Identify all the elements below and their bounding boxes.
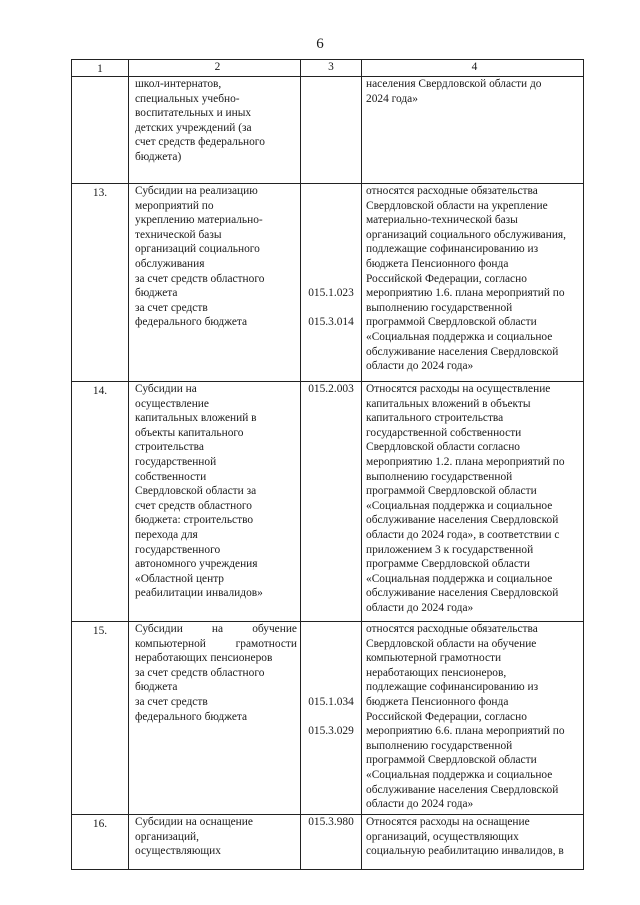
page-number: 6 <box>316 36 324 52</box>
column-header-1: 1 <box>72 60 129 77</box>
table-row <box>72 382 584 622</box>
row-basis: населения Свердловской области до 2024 года» <box>366 78 542 105</box>
row-number: 16. <box>72 815 129 870</box>
column-header-2: 2 <box>129 60 301 77</box>
row-basis: относятся расходные обязательства Свердловской области на обучение компьютерной грамотности неработающих пенсионеров, подлежащие софинансированию из бюджета Пенсионного фонда Российской Федерации, согласно мероприятию 6.6. плана мероприятий по выполнению государственной программой Свердловской области «Социальная поддержка и социальное обслуживание населения Свердловской области до 2024 года» <box>366 623 565 811</box>
table-row <box>72 815 584 870</box>
row-description: Субсидии на реализацию мероприятий по укреплению материально- технической базы организаций социального обслуживания за счет средств областного бюджета за счет средств федерального бюджета <box>135 185 265 329</box>
row-number <box>72 77 129 184</box>
row-code: 015.1.034 015.3.029 <box>308 695 354 738</box>
budget-classification-table <box>71 59 584 870</box>
row-description: Субсидии на оснащение организаций, осуществляющих <box>135 816 253 858</box>
row-basis: Относятся расходы на осуществление капитальных вложений в объекты капитального строительства государственной собственности Свердловской области согласно мероприятию 1.2. плана мероприятий по выполнению государственной программой Свердловской области «Социальная поддержка и социальное обслуживание населения Свердловской области до 2024 года», в соответствии с приложением 3 к государственной программе Свердловской области «Социальная поддержка и социальное обслуживание населения Свердловской области до 2024 года» <box>366 383 565 614</box>
table-row <box>72 184 584 382</box>
row-code: 015.3.980 <box>308 816 354 828</box>
row-number: 14. <box>72 382 129 622</box>
row-basis: Относятся расходы на оснащение организаций, осуществляющих социальную реабилитацию инвалидов, в <box>366 816 564 858</box>
row-basis: относятся расходные обязательства Свердловской области на укрепление материально-технической базы организаций социального обслуживания, подлежащие софинансированию из бюджета Пенсионного фонда Российской Федерации, согласно мероприятию 1.6. плана мероприятий по выполнению государственной программой Свердловской области «Социальная поддержка и социальное обслуживание населения Свердловской области до 2024 года» <box>366 185 567 373</box>
row-description: Субсидии на обучение компьютерной грамотности неработающих пенсионеров за счет средств областного бюджета за счет средств федерального бюджета <box>135 623 297 723</box>
table-header-row <box>72 60 584 77</box>
column-header-3: 3 <box>301 60 362 77</box>
table-row <box>72 77 584 184</box>
table-row <box>72 622 584 815</box>
row-description: Субсидии на осуществление капитальных вложений в объекты капитального строительства государственной собственности Свердловской области за счет средств областного бюджета: строительство перехода для государственного автономного учреждения «Областной центр реабилитации инвалидов» <box>135 383 263 600</box>
row-number: 15. <box>72 622 129 815</box>
row-code: 015.2.003 <box>308 383 354 395</box>
column-header-4: 4 <box>362 60 584 77</box>
row-number: 13. <box>72 184 129 382</box>
row-code: 015.1.023 015.3.014 <box>308 287 354 329</box>
row-description: школ-интернатов, специальных учебно- воспитательных и иных детских учреждений (за счет средств федерального бюджета) <box>135 78 265 163</box>
